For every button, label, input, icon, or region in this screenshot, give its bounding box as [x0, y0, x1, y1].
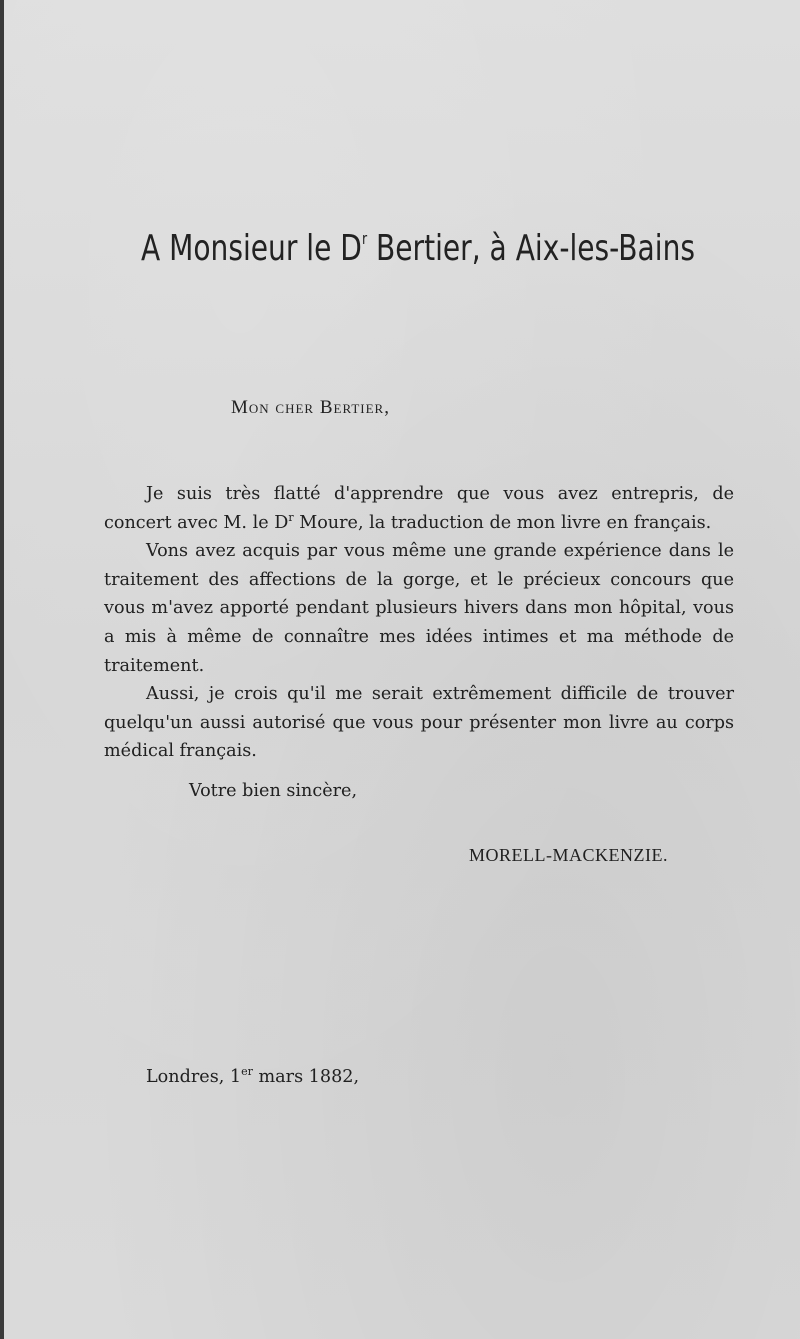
paragraph-2: Vons avez acquis par vous même une grande expérience dans le traitement des affections de la gorge, et le précieux concours que vous m'avez apporté pendant plusieurs hivers dans mon hôpital, vous a mis à même de connaître mes idées intimes et ma méthode de traitement.	[104, 541, 734, 676]
paragraph-1-part-1: Je suis très flatté d'apprendre que vous avez entrepris, de concert avec M. le D	[104, 484, 734, 533]
date-line	[146, 1067, 359, 1087]
closing: Votre bien sincère,	[189, 781, 358, 801]
title-part-1: A Monsieur le D	[140, 228, 362, 269]
paragraph-1	[104, 480, 734, 537]
date-superscript: er	[241, 1065, 253, 1078]
salutation: Mon cher Bertier,	[231, 397, 390, 418]
letter-body	[104, 480, 734, 766]
date-part-2: mars 1882,	[252, 1067, 360, 1087]
signature: MORELL-MACKENZIE.	[469, 845, 668, 865]
title-superscript: r	[361, 229, 368, 248]
paragraph-1-superscript: r	[288, 510, 294, 524]
paragraph-1-part-2: Moure, la traduction de mon livre en français.	[293, 512, 712, 533]
paragraph-3: Aussi, je crois qu'il me serait extrêmement difficile de trouver quelqu'un aussi autorisé que vous pour présenter mon livre au corps médical français.	[104, 684, 734, 762]
date-part-1: Londres, 1	[146, 1067, 242, 1087]
dedication-title	[92, 228, 716, 269]
title-part-2: Bertier, à Aix-les-Bains	[367, 228, 695, 269]
page-edge	[0, 0, 4, 1339]
